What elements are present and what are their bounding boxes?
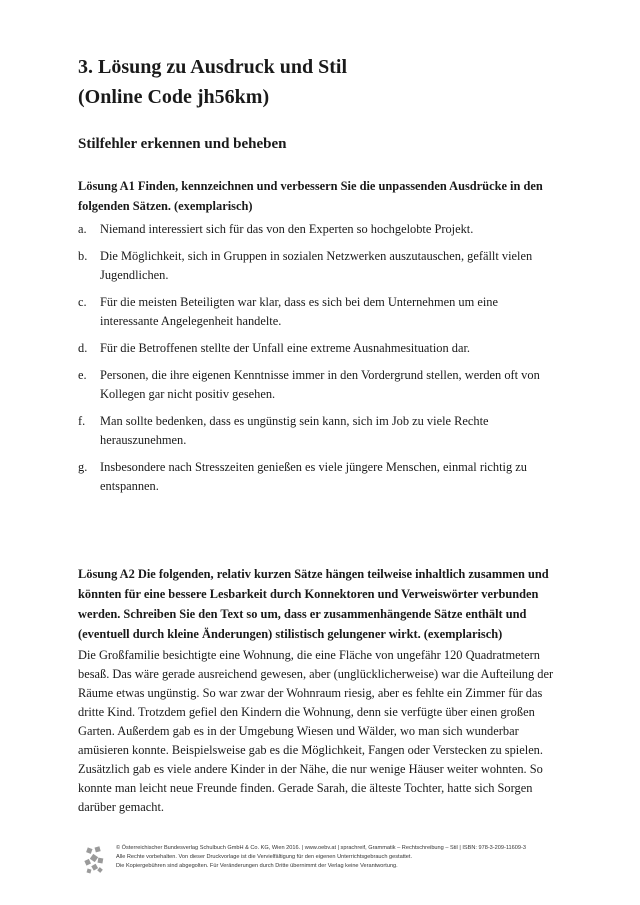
item-label: a. [78, 222, 87, 236]
item-text: Man sollte bedenken, dass es ungünstig sein kann, sich im Job zu viele Rechte herauszunehmen. [100, 414, 489, 447]
task-a1: Lösung A1 Finden, kennzeichnen und verbessern Sie die unpassenden Ausdrücke in den folgenden Sätzen. (exemplarisch) [78, 179, 543, 213]
item-text: Für die Betroffenen stellte der Unfall eine extreme Ausnahmesituation dar. [100, 341, 470, 355]
document-page [78, 52, 556, 814]
item-label: c. [78, 295, 87, 309]
footer-line: Alle Rechte vorbehalten. Von dieser Druckvorlage ist die Vervielfältigung für den eigenen Unterrichtsgebrauch gestattet. [116, 854, 413, 860]
item-text: Insbesondere nach Stresszeiten genießen es viele jüngere Menschen, einmal richtig zu entspannen. [100, 460, 527, 493]
item-label: f. [78, 414, 86, 428]
title-line-2: (Online Code jh56km) [78, 86, 270, 108]
list-item [78, 366, 556, 404]
item-text: Personen, die ihre eigenen Kenntnisse immer in den Vordergrund stellen, werden oft von Kollegen gar nicht positiv gesehen. [100, 368, 540, 401]
list-item [78, 412, 556, 450]
item-text: Die Möglichkeit, sich in Gruppen in sozialen Netzwerken auszutauschen, gefällt vielen Jugendlichen. [100, 249, 533, 282]
list-item [78, 458, 556, 496]
footer-line: © Österreichischer Bundesverlag Schulbuch GmbH & Co. KG, Wien 2016. | www.oebv.at | sprachreif, Grammatik – Rechtschreibung – Stil | ISBN: 978-3-209-11609-3 [116, 845, 526, 851]
title-line-1: 3. Lösung zu Ausdruck und Stil [78, 56, 348, 78]
item-label: g. [78, 460, 88, 474]
list-item [78, 247, 556, 285]
task-a2: Lösung A2 Die folgenden, relativ kurzen Sätze hängen teilweise inhaltlich zusammen und könnten für eine bessere Lesbarkeit durch Konnektoren und Verweiswörter verbunden werden. Schreiben Sie den Text so um, dass er zusammenhängende Sätze enthält und (eventuell durch kleine Änderungen) stilistisch gelungener wirkt. (exemplarisch) [78, 567, 549, 641]
item-label: b. [78, 249, 88, 263]
list-item [78, 339, 556, 358]
footer-text [116, 844, 556, 871]
footer-line: Die Kopiergebühren sind abgegolten. Für Veränderungen durch Dritte übernimmt der Verlag keine Verantwortung. [116, 863, 398, 869]
solution-list-a1 [78, 220, 556, 504]
item-label: e. [78, 368, 87, 382]
solution-text-a2: Die Großfamilie besichtigte eine Wohnung, die eine Fläche von ungefähr 120 Quadratmetern besaß. Das wäre gerade ausreichend gewesen, aber (unglücklicherweise) war die Aufteilung der Räume etwas ungünstig. So war zwar der Wohnraum riesig, aber es fehlte ein Zimmer für das dritte Kind. Trotzdem gefiel den Kindern die Wohnung, denn sie verfügte über einen großen Garten. Außerdem gab es in der Umgebung Wiesen und Wälder, wo man sich wunderbar amüsieren konnte. Beispielsweise gab es die Möglichkeit, Fangen oder Verstecken zu spielen. Zusätzlich gab es viele andere Kinder in der Nähe, die nur wenige Häuser weiter wohnten. So konnte man leicht neue Freunde finden. Gerade Sarah, die älteste Tochter, hatte sich Sorgen darüber gemacht. [78, 648, 554, 814]
list-item [78, 220, 556, 239]
footer [84, 844, 554, 884]
section-heading: Stilfehler erkennen und beheben [78, 136, 287, 152]
item-label: d. [78, 341, 88, 355]
list-item [78, 293, 556, 331]
item-text: Für die meisten Beteiligten war klar, dass es sich bei dem Unternehmen um eine interessante Angelegenheit handelte. [100, 295, 498, 328]
item-text: Niemand interessiert sich für das von den Experten so hochgelobte Projekt. [100, 222, 474, 236]
page-title [78, 52, 556, 112]
publisher-logo-icon [84, 846, 106, 876]
